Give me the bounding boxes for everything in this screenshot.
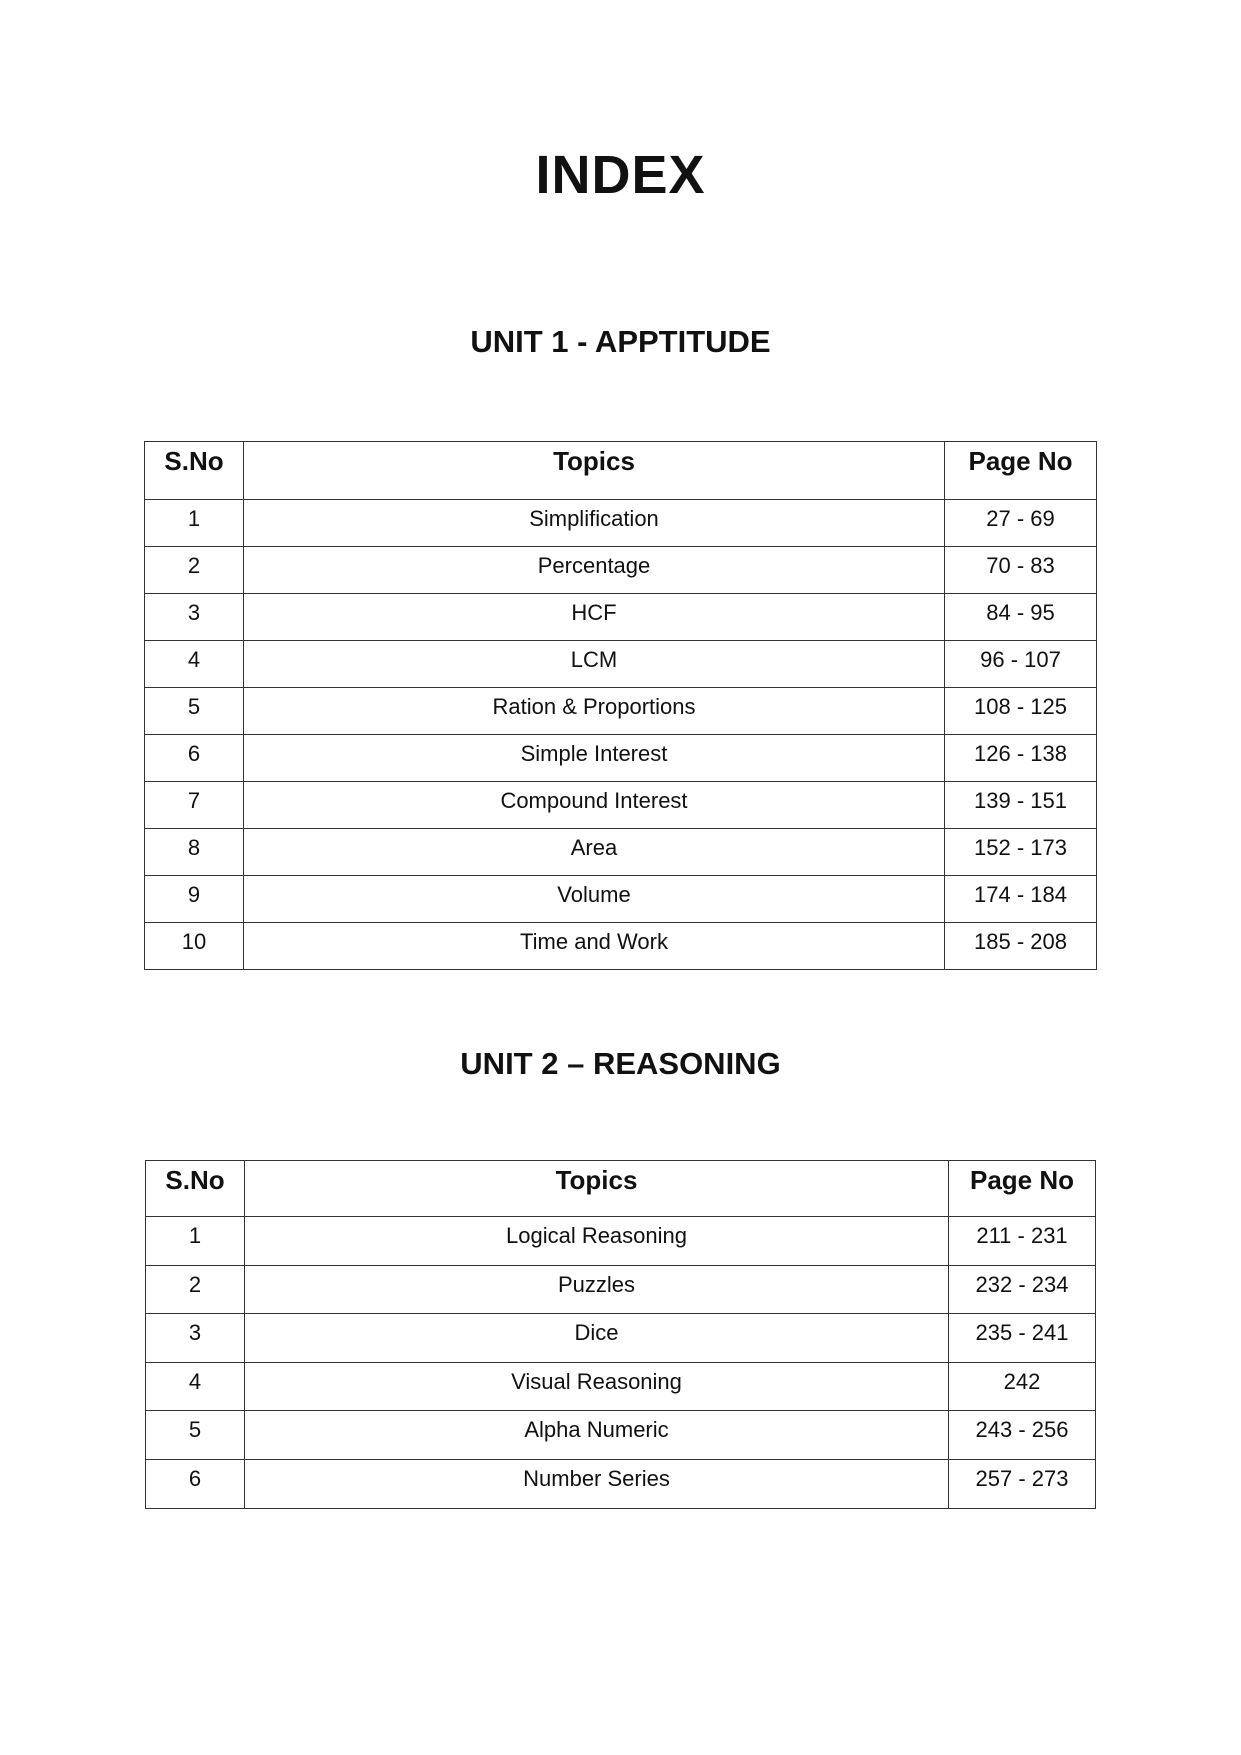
unit2-heading: UNIT 2 – REASONING <box>460 1046 781 1081</box>
cell-page-no: 242 <box>949 1362 1096 1411</box>
table-row <box>146 1314 1096 1363</box>
cell-page-no: 27 - 69 <box>945 500 1097 547</box>
cell-page-no: 152 - 173 <box>945 829 1097 876</box>
table-row <box>146 1217 1096 1266</box>
table-row <box>145 735 1097 782</box>
column-header-page-no: Page No <box>949 1161 1096 1217</box>
unit1-heading: UNIT 1 - APPTITUDE <box>470 324 771 359</box>
cell-topic: Visual Reasoning <box>245 1362 949 1411</box>
table-row <box>145 547 1097 594</box>
table-header-row <box>145 442 1097 500</box>
cell-topic: Percentage <box>244 547 945 594</box>
cell-topic: HCF <box>244 594 945 641</box>
table-row <box>145 782 1097 829</box>
cell-topic: Alpha Numeric <box>245 1411 949 1460</box>
column-header-sno: S.No <box>146 1161 245 1217</box>
cell-page-no: 211 - 231 <box>949 1217 1096 1266</box>
column-header-page-no: Page No <box>945 442 1097 500</box>
table-row <box>145 594 1097 641</box>
cell-page-no: 108 - 125 <box>945 688 1097 735</box>
cell-topic: LCM <box>244 641 945 688</box>
table-row <box>146 1411 1096 1460</box>
table-row <box>145 641 1097 688</box>
table-header-row <box>146 1161 1096 1217</box>
cell-sno: 2 <box>145 547 244 594</box>
cell-page-no: 139 - 151 <box>945 782 1097 829</box>
cell-sno: 8 <box>145 829 244 876</box>
table-row <box>146 1362 1096 1411</box>
cell-sno: 1 <box>146 1217 245 1266</box>
cell-page-no: 126 - 138 <box>945 735 1097 782</box>
cell-sno: 6 <box>145 735 244 782</box>
cell-sno: 1 <box>145 500 244 547</box>
table-row <box>145 829 1097 876</box>
unit1-table <box>144 441 1097 970</box>
table-row <box>145 923 1097 970</box>
cell-sno: 5 <box>145 688 244 735</box>
column-header-sno: S.No <box>145 442 244 500</box>
column-header-topics: Topics <box>244 442 945 500</box>
table-row <box>145 876 1097 923</box>
cell-sno: 3 <box>145 594 244 641</box>
cell-topic: Dice <box>245 1314 949 1363</box>
cell-page-no: 235 - 241 <box>949 1314 1096 1363</box>
table-row <box>145 688 1097 735</box>
table-row <box>145 500 1097 547</box>
cell-sno: 5 <box>146 1411 245 1460</box>
cell-page-no: 185 - 208 <box>945 923 1097 970</box>
cell-page-no: 96 - 107 <box>945 641 1097 688</box>
cell-sno: 3 <box>146 1314 245 1363</box>
cell-topic: Area <box>244 829 945 876</box>
cell-topic: Logical Reasoning <box>245 1217 949 1266</box>
cell-page-no: 174 - 184 <box>945 876 1097 923</box>
cell-topic: Simple Interest <box>244 735 945 782</box>
cell-page-no: 243 - 256 <box>949 1411 1096 1460</box>
cell-topic: Compound Interest <box>244 782 945 829</box>
cell-topic: Simplification <box>244 500 945 547</box>
cell-sno: 10 <box>145 923 244 970</box>
cell-sno: 4 <box>146 1362 245 1411</box>
cell-page-no: 84 - 95 <box>945 594 1097 641</box>
table-row <box>146 1459 1096 1508</box>
page-title: INDEX <box>535 145 706 205</box>
cell-topic: Ration & Proportions <box>244 688 945 735</box>
table-row <box>146 1265 1096 1314</box>
cell-sno: 2 <box>146 1265 245 1314</box>
cell-sno: 6 <box>146 1459 245 1508</box>
cell-topic: Puzzles <box>245 1265 949 1314</box>
cell-sno: 9 <box>145 876 244 923</box>
cell-page-no: 232 - 234 <box>949 1265 1096 1314</box>
cell-topic: Time and Work <box>244 923 945 970</box>
cell-page-no: 257 - 273 <box>949 1459 1096 1508</box>
cell-sno: 4 <box>145 641 244 688</box>
cell-sno: 7 <box>145 782 244 829</box>
column-header-topics: Topics <box>245 1161 949 1217</box>
cell-page-no: 70 - 83 <box>945 547 1097 594</box>
cell-topic: Number Series <box>245 1459 949 1508</box>
unit2-table <box>145 1160 1096 1509</box>
cell-topic: Volume <box>244 876 945 923</box>
